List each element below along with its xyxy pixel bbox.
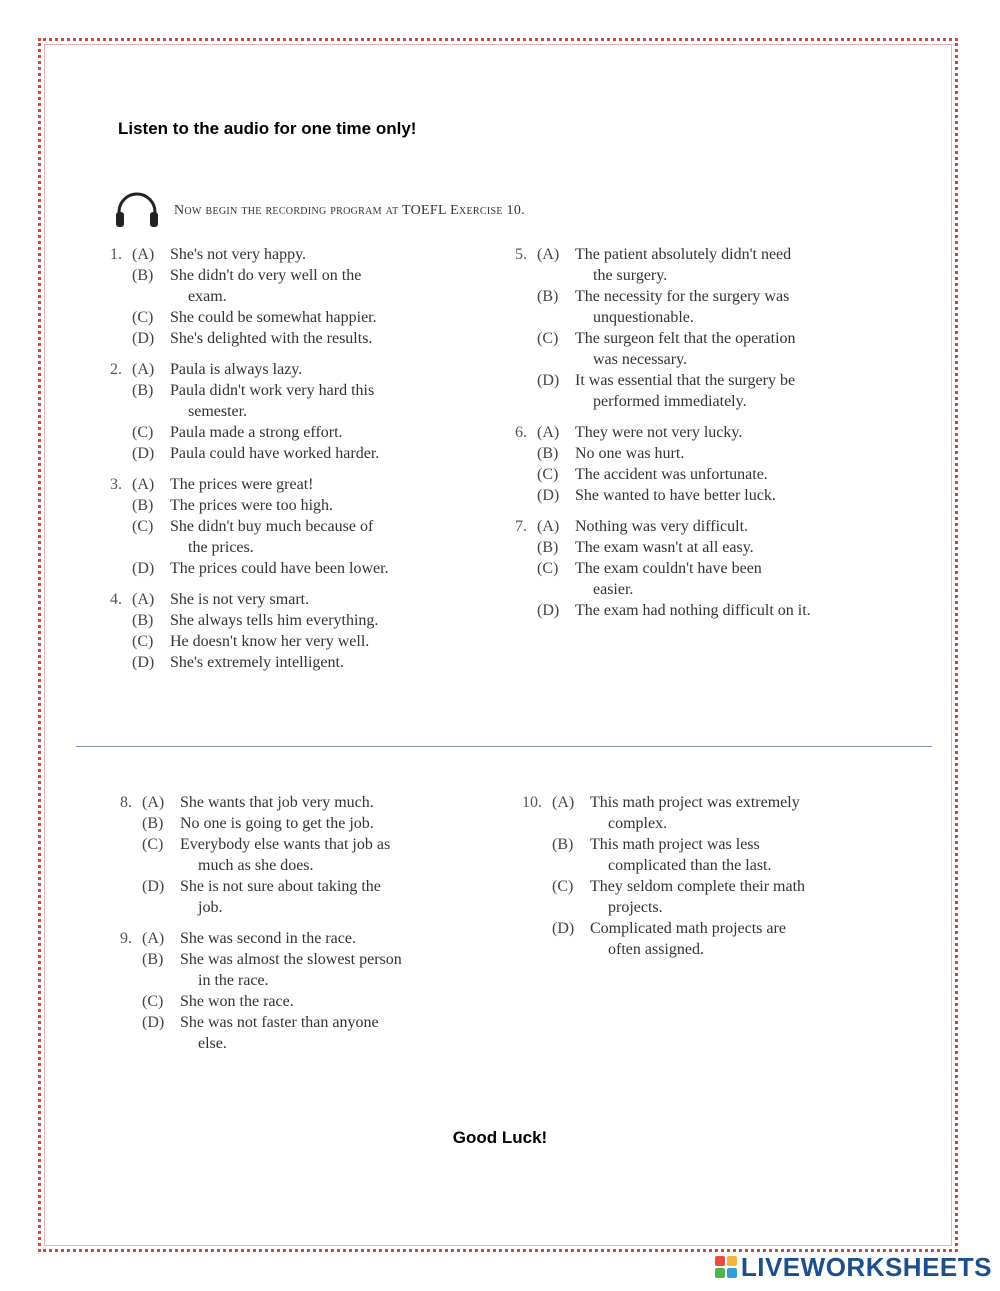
option-text (575, 422, 925, 443)
option-label: (B) (132, 497, 154, 514)
option-text (590, 876, 940, 918)
option-text (180, 928, 510, 949)
option-text (180, 792, 510, 813)
option-text (170, 589, 480, 610)
question-10 (520, 792, 940, 960)
option-line: She won the race. (180, 993, 294, 1010)
question-number: 7. (515, 518, 527, 535)
option-line-continued: performed immediately. (593, 393, 747, 410)
option-text (170, 265, 480, 307)
option-text (575, 485, 925, 506)
answer-option (110, 928, 510, 949)
logo-mark-icon (715, 1256, 737, 1278)
option-line: Paula made a strong effort. (170, 424, 343, 441)
option-text (575, 370, 925, 412)
option-label: (A) (142, 930, 165, 947)
option-label: (A) (537, 424, 560, 441)
question-number: 3. (110, 476, 122, 493)
option-label: (B) (142, 951, 164, 968)
option-label: (D) (132, 560, 155, 577)
answer-option (100, 307, 480, 328)
option-line: Nothing was very difficult. (575, 518, 749, 535)
option-line: She wants that job very much. (180, 794, 374, 811)
questions-column-2 (505, 244, 925, 631)
answer-option (505, 537, 925, 558)
option-text (170, 631, 480, 652)
good-luck-text: Good Luck! (452, 1128, 548, 1147)
option-line-continued: semester. (188, 403, 248, 420)
question-9 (110, 928, 510, 1054)
option-line: The surgeon felt that the operation (575, 330, 796, 347)
answer-option (520, 834, 940, 876)
option-text (170, 652, 480, 673)
question-5 (505, 244, 925, 412)
option-line: The exam wasn't at all easy. (575, 539, 754, 556)
option-line: She didn't buy much because of (170, 518, 374, 535)
question-number: 4. (110, 591, 122, 608)
option-label: (A) (132, 476, 155, 493)
answer-option (505, 422, 925, 443)
option-text (180, 991, 510, 1012)
option-label: (B) (132, 267, 154, 284)
option-label: (D) (552, 920, 575, 937)
option-label: (A) (132, 246, 155, 263)
option-label: (C) (537, 466, 559, 483)
option-line: No one is going to get the job. (180, 815, 374, 832)
answer-option (505, 600, 925, 621)
answer-option (110, 1012, 510, 1054)
option-text (180, 834, 510, 876)
question-number: 1. (110, 246, 122, 263)
liveworksheets-logo (715, 1253, 992, 1281)
answer-option (110, 813, 510, 834)
answer-option (100, 474, 480, 495)
answer-option (100, 244, 480, 265)
option-label: (B) (537, 539, 559, 556)
answer-option (520, 792, 940, 834)
option-line-continued: easier. (593, 581, 634, 598)
answer-option (505, 286, 925, 328)
answer-option (100, 380, 480, 422)
option-line: He doesn't know her very well. (170, 633, 370, 650)
answer-option (505, 244, 925, 286)
option-label: (B) (142, 815, 164, 832)
option-label: (C) (537, 560, 559, 577)
option-label: (B) (552, 836, 574, 853)
option-label: (D) (142, 1014, 165, 1031)
option-text (590, 918, 940, 960)
answer-option (110, 949, 510, 991)
option-label: (C) (132, 424, 154, 441)
answer-option (520, 918, 940, 960)
option-label: (C) (552, 878, 574, 895)
option-label: (A) (537, 518, 560, 535)
option-line: Paula didn't work very hard this (170, 382, 375, 399)
answer-option (110, 834, 510, 876)
answer-option (110, 792, 510, 813)
answer-option (100, 558, 480, 579)
option-text (170, 443, 480, 464)
answer-option (520, 876, 940, 918)
answer-option (505, 558, 925, 600)
option-text (170, 422, 480, 443)
answer-option (100, 495, 480, 516)
answer-option (100, 422, 480, 443)
option-line: They were not very lucky. (575, 424, 743, 441)
option-text (170, 516, 480, 558)
headphones-icon (113, 190, 161, 230)
section-divider (76, 746, 932, 747)
option-line-continued: else. (198, 1035, 227, 1052)
option-line: She's not very happy. (170, 246, 307, 263)
option-text (575, 244, 925, 286)
option-line: The prices could have been lower. (170, 560, 389, 577)
answer-option (110, 876, 510, 918)
answer-option (100, 631, 480, 652)
option-line-continued: the surgery. (593, 267, 668, 284)
option-text (575, 537, 925, 558)
option-label: (D) (537, 602, 560, 619)
option-label: (D) (132, 654, 155, 671)
question-2 (100, 359, 480, 464)
option-line-continued: complex. (608, 815, 668, 832)
option-label: (C) (142, 836, 164, 853)
answer-option (505, 370, 925, 412)
option-text (170, 328, 480, 349)
answer-option (100, 443, 480, 464)
option-text (575, 286, 925, 328)
option-text (170, 244, 480, 265)
option-line: They seldom complete their math (590, 878, 806, 895)
option-line-continued: projects. (608, 899, 663, 916)
option-label: (C) (142, 993, 164, 1010)
option-label: (A) (537, 246, 560, 263)
option-label: (A) (552, 794, 575, 811)
option-text (575, 464, 925, 485)
answer-option (100, 610, 480, 631)
option-line-continued: was necessary. (593, 351, 688, 368)
option-line: The exam couldn't have been (575, 560, 762, 577)
option-text (180, 1012, 510, 1054)
option-text (590, 792, 940, 834)
option-text (180, 813, 510, 834)
option-text (170, 380, 480, 422)
answer-option (505, 485, 925, 506)
option-line-continued: much as she does. (198, 857, 314, 874)
option-line-continued: unquestionable. (593, 309, 694, 326)
option-text (170, 359, 480, 380)
option-line: Everybody else wants that job as (180, 836, 391, 853)
option-line: Paula is always lazy. (170, 361, 303, 378)
option-line: This math project was extremely (590, 794, 800, 811)
question-3 (100, 474, 480, 579)
option-line: She was second in the race. (180, 930, 356, 947)
answer-option (110, 991, 510, 1012)
option-line: Complicated math projects are (590, 920, 786, 937)
option-text (575, 600, 925, 621)
option-label: (A) (132, 591, 155, 608)
option-label: (B) (132, 382, 154, 399)
option-text (575, 443, 925, 464)
option-line: She always tells him everything. (170, 612, 379, 629)
option-text (170, 474, 480, 495)
option-label: (D) (132, 330, 155, 347)
answer-option (100, 589, 480, 610)
questions-column-1 (100, 244, 480, 683)
option-line: She wanted to have better luck. (575, 487, 776, 504)
option-label: (C) (537, 330, 559, 347)
question-number: 8. (120, 794, 132, 811)
option-text (170, 495, 480, 516)
question-number: 2. (110, 361, 122, 378)
answer-option (100, 265, 480, 307)
option-text (590, 834, 940, 876)
question-number: 9. (120, 930, 132, 947)
option-line: The exam had nothing difficult on it. (575, 602, 811, 619)
question-1 (100, 244, 480, 349)
option-text (575, 516, 925, 537)
option-label: (D) (537, 372, 560, 389)
option-line: The accident was unfortunate. (575, 466, 768, 483)
question-6 (505, 422, 925, 506)
option-line: The patient absolutely didn't need (575, 246, 792, 263)
option-line-continued: job. (198, 899, 223, 916)
option-line-continued: in the race. (198, 972, 269, 989)
option-label: (B) (132, 612, 154, 629)
answer-option (505, 328, 925, 370)
option-label: (C) (132, 518, 154, 535)
option-line: The prices were too high. (170, 497, 334, 514)
option-text (170, 610, 480, 631)
questions-column-4 (520, 792, 940, 970)
option-text (575, 558, 925, 600)
option-label: (D) (142, 878, 165, 895)
option-line-continued: complicated than the last. (608, 857, 772, 874)
question-number: 10. (522, 794, 542, 811)
recording-note: Now begin the recording program at TOEFL Exercise 10. (174, 203, 525, 218)
option-label: (B) (537, 288, 559, 305)
answer-option (100, 516, 480, 558)
answer-option (505, 464, 925, 485)
option-line: This math project was less (590, 836, 760, 853)
option-line-continued: often assigned. (608, 941, 704, 958)
option-text (575, 328, 925, 370)
option-text (170, 558, 480, 579)
answer-option (505, 443, 925, 464)
option-text (180, 876, 510, 918)
option-label: (B) (537, 445, 559, 462)
audio-instruction: Listen to the audio for one time only! (118, 119, 417, 138)
answer-option (100, 328, 480, 349)
option-label: (A) (142, 794, 165, 811)
option-line: She's extremely intelligent. (170, 654, 344, 671)
option-label: (D) (132, 445, 155, 462)
option-line: She is not very smart. (170, 591, 310, 608)
option-line: She didn't do very well on the (170, 267, 362, 284)
question-4 (100, 589, 480, 673)
option-line: Paula could have worked harder. (170, 445, 380, 462)
option-line: She was not faster than anyone (180, 1014, 379, 1031)
option-line: The prices were great! (170, 476, 314, 493)
option-label: (C) (132, 309, 154, 326)
option-text (180, 949, 510, 991)
option-line: The necessity for the surgery was (575, 288, 790, 305)
brand-name: LIVEWORKSHEETS (740, 1251, 992, 1282)
option-line-continued: exam. (188, 288, 227, 305)
question-number: 5. (515, 246, 527, 263)
answer-option (100, 652, 480, 673)
option-line: It was essential that the surgery be (575, 372, 796, 389)
answer-option (100, 359, 480, 380)
question-number: 6. (515, 424, 527, 441)
option-text (170, 307, 480, 328)
questions-column-3 (110, 792, 510, 1064)
option-line-continued: the prices. (188, 539, 254, 556)
option-line: She could be somewhat happier. (170, 309, 377, 326)
question-7 (505, 516, 925, 621)
option-label: (C) (132, 633, 154, 650)
option-label: (A) (132, 361, 155, 378)
option-line: She's delighted with the results. (170, 330, 373, 347)
question-8 (110, 792, 510, 918)
option-line: She was almost the slowest person (180, 951, 402, 968)
option-label: (D) (537, 487, 560, 504)
option-line: No one was hurt. (575, 445, 685, 462)
answer-option (505, 516, 925, 537)
option-line: She is not sure about taking the (180, 878, 381, 895)
